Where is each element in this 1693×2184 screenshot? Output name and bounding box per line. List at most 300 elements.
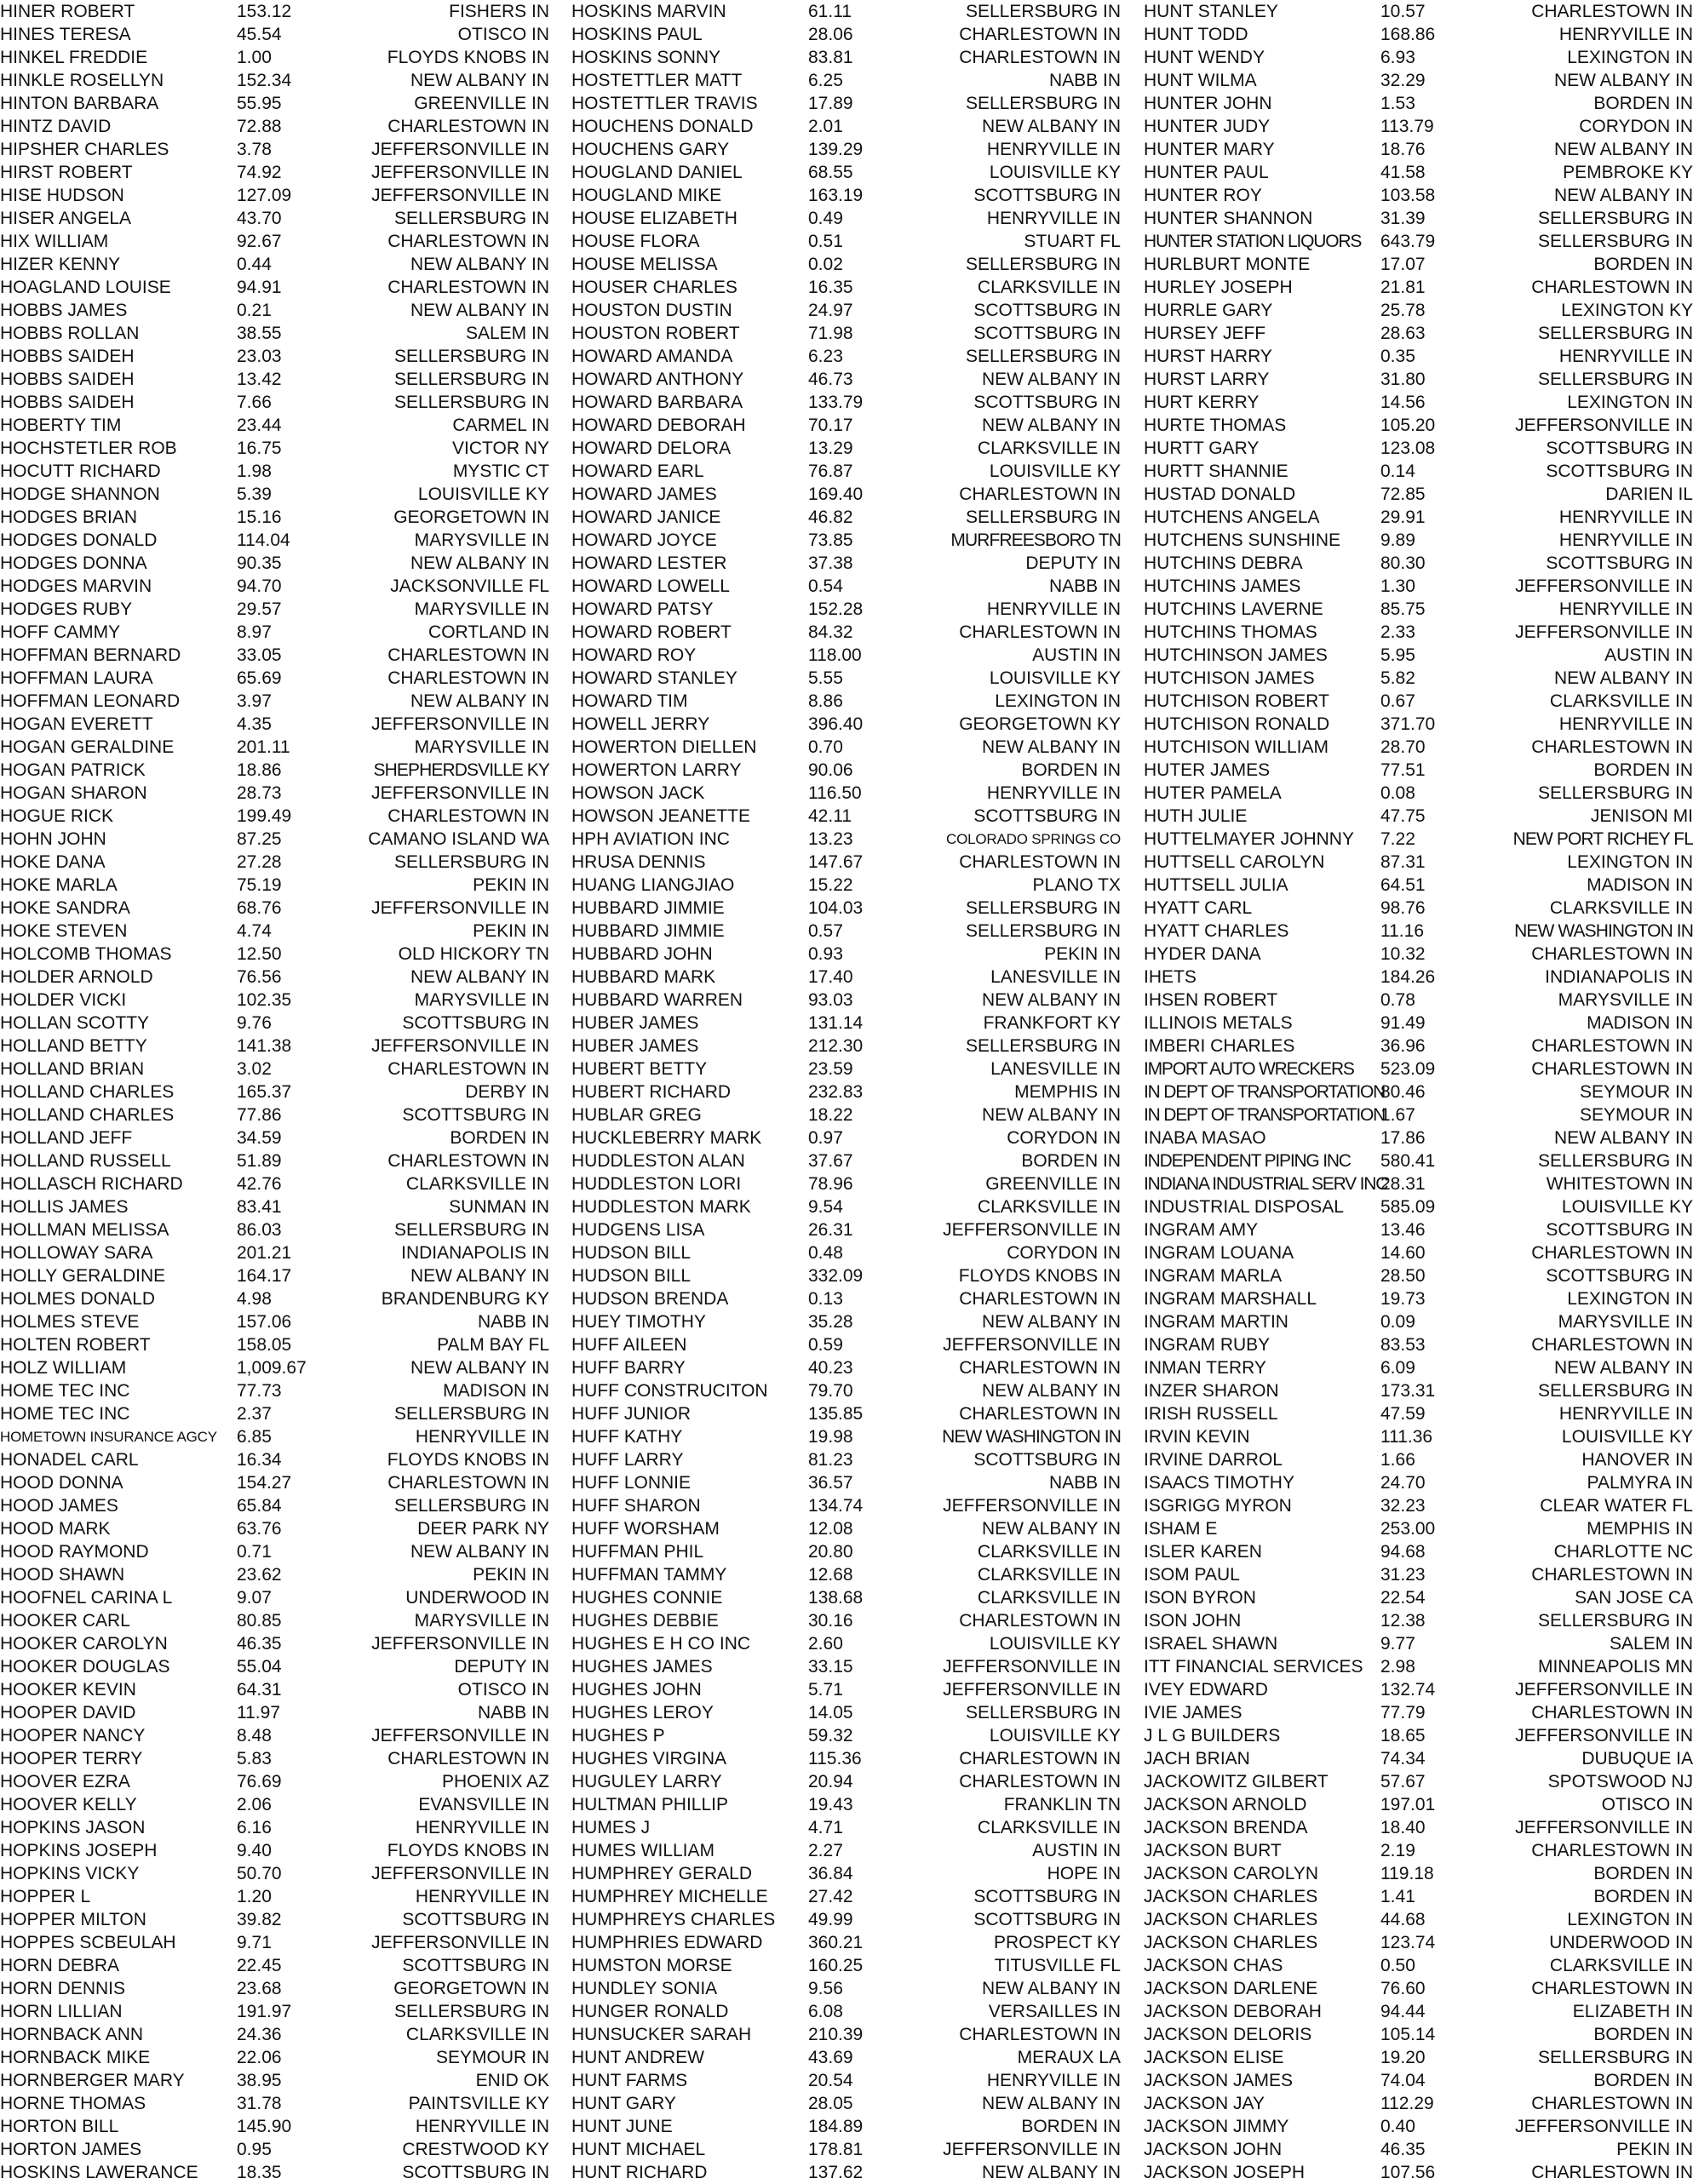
- payee-name: HUMPHRIES EDWARD: [571, 1933, 763, 1952]
- listing-row: [1144, 2092, 1693, 2115]
- amount: 7.22: [1380, 829, 1415, 849]
- payee-name: ISGRIGG MYRON: [1144, 1496, 1292, 1516]
- city-state: CLARKSVILLE IN: [1549, 691, 1693, 711]
- amount: 83.53: [1380, 1335, 1426, 1355]
- city-state: CHARLESTOWN IN: [959, 1358, 1121, 1378]
- amount: 25.78: [1380, 301, 1426, 320]
- city-state: SELLERSBURG IN: [1537, 1611, 1693, 1631]
- amount: 8.48: [237, 1726, 272, 1745]
- listing-row: [1144, 644, 1693, 667]
- city-state: SPOTSWOOD NJ: [1547, 1772, 1693, 1791]
- payee-name: HOBBS SAIDEH: [0, 347, 135, 366]
- listing-row: [1144, 1885, 1693, 1908]
- listing-row: [1144, 46, 1693, 69]
- city-state: NEW ALBANY IN: [982, 2163, 1121, 2182]
- city-state: HENRYVILLE IN: [986, 783, 1121, 803]
- payee-name: HUNT MICHAEL: [571, 2140, 706, 2159]
- payee-name: HOOPER NANCY: [0, 1726, 146, 1745]
- city-state: SEYMOUR IN: [1579, 1105, 1693, 1125]
- amount: 9.40: [237, 1841, 272, 1860]
- payee-name: HUNDLEY SONIA: [571, 1979, 718, 1998]
- listing-row: [1144, 736, 1693, 759]
- amount: 36.96: [1380, 1036, 1426, 1056]
- amount: 0.51: [808, 232, 843, 251]
- city-state: OTISCO IN: [457, 25, 549, 44]
- listing-row: [571, 2069, 1121, 2092]
- amount: 102.35: [237, 990, 292, 1010]
- listing-row: [1144, 1862, 1693, 1885]
- city-state: NEW ALBANY IN: [1554, 668, 1693, 688]
- amount: 91.49: [1380, 1013, 1426, 1033]
- city-state: JEFFERSONVILLE IN: [371, 898, 549, 918]
- payee-name: HOPKINS JASON: [0, 1818, 146, 1837]
- listing-row: [571, 1035, 1121, 1058]
- payee-name: HOWARD JAMES: [571, 484, 717, 504]
- payee-name: HUTCHINS JAMES: [1144, 576, 1301, 596]
- payee-name: HUMSTON MORSE: [571, 1956, 732, 1975]
- payee-name: HOWSON JEANETTE: [571, 806, 751, 826]
- amount: 197.01: [1380, 1795, 1436, 1814]
- listing-row: [571, 874, 1121, 897]
- listing-row: [1144, 1563, 1693, 1586]
- payee-name: HUFFMAN TAMMY: [571, 1565, 727, 1585]
- amount: 0.13: [808, 1289, 843, 1309]
- city-state: SCOTTSBURG IN: [402, 2163, 549, 2182]
- listing-row: [0, 276, 549, 299]
- listing-row: [0, 299, 549, 322]
- payee-name: HISER ANGELA: [0, 209, 132, 228]
- city-state: NEW ALBANY IN: [410, 301, 549, 320]
- listing-row: [571, 897, 1121, 920]
- payee-name: HOOKER CAROLYN: [0, 1634, 168, 1654]
- listing-row: [0, 2092, 549, 2115]
- city-state: CHARLESTOWN IN: [959, 1749, 1121, 1768]
- listing-row: [0, 1632, 549, 1655]
- payee-name: HUFF KATHY: [571, 1427, 683, 1447]
- payee-name: HOWARD EARL: [571, 461, 704, 481]
- city-state: NABB IN: [477, 1703, 549, 1723]
- amount: 103.58: [1380, 186, 1436, 205]
- amount: 132.74: [1380, 1680, 1436, 1700]
- amount: 12.50: [237, 944, 282, 964]
- amount: 9.77: [1380, 1634, 1415, 1654]
- listing-row: [0, 2000, 549, 2023]
- amount: 75.19: [237, 875, 282, 895]
- listing-row: [571, 1770, 1121, 1793]
- payee-name: HOLLASCH RICHARD: [0, 1174, 183, 1194]
- city-state: LEXINGTON IN: [1567, 48, 1693, 67]
- city-state: BORDEN IN: [1593, 2071, 1693, 2090]
- payee-name: HURT KERRY: [1144, 393, 1260, 412]
- amount: 6.16: [237, 1818, 272, 1837]
- payee-name: HURTT GARY: [1144, 439, 1260, 458]
- payee-name: HOLLOWAY SARA: [0, 1243, 153, 1263]
- payee-name: HYDER DANA: [1144, 944, 1261, 964]
- payee-name: HONADEL CARL: [0, 1450, 139, 1470]
- city-state: DERBY IN: [465, 1082, 549, 1102]
- listing-row: [0, 1540, 549, 1563]
- listing-row: [571, 1471, 1121, 1494]
- amount: 165.37: [237, 1082, 292, 1102]
- city-state: SCOTTSBURG IN: [1546, 553, 1693, 573]
- amount: 55.95: [237, 94, 282, 113]
- payee-name: HURSEY JEFF: [1144, 324, 1266, 343]
- listing-column-3: [1144, 0, 1693, 2180]
- payee-name: HUTTELMAYER JOHNNY: [1144, 829, 1354, 849]
- listing-row: [571, 759, 1121, 782]
- payee-name: HOUGLAND DANIEL: [571, 163, 743, 182]
- payee-name: HUTER PAMELA: [1144, 783, 1282, 803]
- amount: 2.98: [1380, 1657, 1415, 1677]
- listing-row: [1144, 138, 1693, 161]
- city-state: AUSTIN IN: [1032, 645, 1121, 665]
- listing-row: [0, 874, 549, 897]
- payee-name: HURLBURT MONTE: [1144, 255, 1311, 274]
- city-state: DEER PARK NY: [417, 1519, 549, 1539]
- amount: 0.40: [1380, 2117, 1415, 2136]
- listing-row: [1144, 276, 1693, 299]
- listing-row: [571, 460, 1121, 483]
- payee-name: HUNGER RONALD: [571, 2002, 729, 2021]
- listing-row: [0, 1609, 549, 1632]
- listing-row: [0, 1931, 549, 1954]
- amount: 46.35: [1380, 2140, 1426, 2159]
- amount: 0.50: [1380, 1956, 1415, 1975]
- city-state: SCOTTSBURG IN: [973, 301, 1121, 320]
- amount: 116.50: [808, 783, 862, 803]
- amount: 14.60: [1380, 1243, 1426, 1263]
- city-state: JEFFERSONVILLE IN: [371, 714, 549, 734]
- listing-row: [571, 1195, 1121, 1218]
- payee-name: HURRLE GARY: [1144, 301, 1273, 320]
- payee-name: ISRAEL SHAWN: [1144, 1634, 1278, 1654]
- city-state: SELLERSBURG IN: [965, 898, 1121, 918]
- listing-row: [571, 276, 1121, 299]
- city-state: SELLERSBURG IN: [965, 507, 1121, 527]
- city-state: PEKIN IN: [1616, 2140, 1693, 2159]
- listing-row: [0, 2115, 549, 2138]
- listing-row: [571, 92, 1121, 115]
- payee-name: IRISH RUSSELL: [1144, 1404, 1278, 1424]
- listing-row: [1144, 874, 1693, 897]
- city-state: MARYSVILLE IN: [414, 990, 549, 1010]
- city-state: CLARKSVILLE IN: [405, 2025, 549, 2044]
- payee-name: HUGHES VIRGINA: [571, 1749, 727, 1768]
- payee-name: HOBBS SAIDEH: [0, 370, 135, 389]
- city-state: DUBUQUE IA: [1581, 1749, 1693, 1768]
- amount: 585.09: [1380, 1197, 1436, 1217]
- amount: 152.34: [237, 71, 292, 90]
- payee-name: JACKSON DELORIS: [1144, 2025, 1312, 2044]
- payee-name: HOWARD ROY: [571, 645, 697, 665]
- city-state: NEW ALBANY IN: [1554, 71, 1693, 90]
- listing-row: [571, 23, 1121, 46]
- amount: 28.70: [1380, 737, 1426, 757]
- listing-row: [1144, 391, 1693, 414]
- payee-name: HUNTER JUDY: [1144, 117, 1271, 136]
- listing-row: [0, 1356, 549, 1379]
- city-state: NEW ALBANY IN: [982, 416, 1121, 435]
- city-state: PAINTSVILLE KY: [408, 2094, 549, 2113]
- listing-row: [1144, 1448, 1693, 1471]
- city-state: EVANSVILLE IN: [418, 1795, 549, 1814]
- listing-row: [1144, 368, 1693, 391]
- city-state: NEW ALBANY IN: [1554, 1358, 1693, 1378]
- payee-name: HURTT SHANNIE: [1144, 461, 1288, 481]
- payee-name: JACKSON BURT: [1144, 1841, 1282, 1860]
- listing-row: [1144, 598, 1693, 621]
- payee-name: JACKSON DARLENE: [1144, 1979, 1318, 1998]
- amount: 46.82: [808, 507, 853, 527]
- payee-name: HOWARD DEBORAH: [571, 416, 746, 435]
- payee-name: HOUGLAND MIKE: [571, 186, 722, 205]
- listing-row: [571, 437, 1121, 460]
- amount: 119.18: [1380, 1864, 1434, 1883]
- amount: 32.29: [1380, 71, 1426, 90]
- amount: 61.11: [808, 2, 852, 21]
- city-state: CHARLESTOWN IN: [959, 48, 1121, 67]
- listing-row: [1144, 1586, 1693, 1609]
- listing-row: [0, 1149, 549, 1172]
- listing-row: [0, 368, 549, 391]
- amount: 7.66: [237, 393, 272, 412]
- city-state: HENRYVILLE IN: [1558, 1404, 1693, 1424]
- city-state: NEW ALBANY IN: [982, 1312, 1121, 1332]
- amount: 123.74: [1380, 1933, 1436, 1952]
- payee-name: HUDGENS LISA: [571, 1220, 705, 1240]
- city-state: SCOTTSBURG IN: [402, 1013, 549, 1033]
- listing-row: [1144, 23, 1693, 46]
- city-state: FLOYDS KNOBS IN: [958, 1266, 1121, 1286]
- listing-row: [1144, 1035, 1693, 1058]
- city-state: CHARLESTOWN IN: [387, 232, 549, 251]
- payee-name: JACKSON ELISE: [1144, 2048, 1284, 2067]
- listing-row: [1144, 1264, 1693, 1287]
- listing-row: [0, 2023, 549, 2046]
- city-state: SCOTTSBURG IN: [1546, 1220, 1693, 1240]
- amount: 3.02: [237, 1059, 272, 1079]
- amount: 0.48: [808, 1243, 843, 1263]
- city-state: LEXINGTON IN: [1567, 1289, 1693, 1309]
- amount: 253.00: [1380, 1519, 1436, 1539]
- payee-name: HINTON BARBARA: [0, 94, 159, 113]
- city-state: PALM BAY FL: [437, 1335, 549, 1355]
- listing-row: [0, 644, 549, 667]
- amount: 212.30: [808, 1036, 864, 1056]
- city-state: VICTOR NY: [452, 439, 549, 458]
- amount: 23.62: [237, 1565, 282, 1585]
- amount: 39.82: [237, 1910, 282, 1929]
- city-state: BORDEN IN: [1593, 1887, 1693, 1906]
- amount: 23.59: [808, 1059, 853, 1079]
- amount: 22.54: [1380, 1588, 1426, 1608]
- listing-row: [1144, 713, 1693, 736]
- city-state: CHARLESTOWN IN: [1531, 1841, 1693, 1860]
- listing-row: [571, 1678, 1121, 1701]
- payee-name: HYATT CARL: [1144, 898, 1253, 918]
- listing-row: [0, 529, 549, 552]
- payee-name: HOWARD BARBARA: [571, 393, 743, 412]
- city-state: NEW ALBANY IN: [410, 71, 549, 90]
- payee-name: HOUSE FLORA: [571, 232, 700, 251]
- amount: 210.39: [808, 2025, 864, 2044]
- amount: 6.93: [1380, 48, 1415, 67]
- amount: 6.25: [808, 71, 843, 90]
- payee-name: HOLLIS JAMES: [0, 1197, 129, 1217]
- payee-name: HORN DEBRA: [0, 1956, 120, 1975]
- city-state: SELLERSBURG IN: [1537, 209, 1693, 228]
- city-state: WHITESTOWN IN: [1546, 1174, 1693, 1194]
- listing-row: [1144, 1310, 1693, 1333]
- city-state: INDIANAPOLIS IN: [401, 1243, 549, 1263]
- listing-row: [0, 138, 549, 161]
- listing-row: [571, 529, 1121, 552]
- city-state: CHARLESTOWN IN: [387, 668, 549, 688]
- amount: 36.84: [808, 1864, 853, 1883]
- amount: 5.71: [808, 1680, 843, 1700]
- payee-name: HUFF WORSHAM: [571, 1519, 720, 1539]
- city-state: HENRYVILLE IN: [415, 1427, 549, 1447]
- payee-name: HOSKINS MARVIN: [571, 2, 726, 21]
- city-state: NEW ALBANY IN: [410, 553, 549, 573]
- city-state: FRANKFORT KY: [983, 1013, 1121, 1033]
- amount: 46.35: [237, 1634, 282, 1654]
- payee-name: HUBLAR GREG: [571, 1105, 702, 1125]
- amount: 178.81: [808, 2140, 864, 2159]
- amount: 83.41: [237, 1197, 282, 1217]
- city-state: NEW ALBANY IN: [982, 1979, 1121, 1998]
- payee-name: HOLMES DONALD: [0, 1289, 156, 1309]
- listing-row: [0, 230, 549, 253]
- payee-name: HOWERTON LARRY: [571, 760, 742, 780]
- listing-row: [571, 1816, 1121, 1839]
- listing-row: [1144, 1724, 1693, 1747]
- city-state: LOUISVILLE KY: [989, 1634, 1121, 1654]
- amount: 18.22: [808, 1105, 853, 1125]
- amount: 105.20: [1380, 416, 1436, 435]
- amount: 14.56: [1380, 393, 1426, 412]
- city-state: NEW WASHINGTON IN: [1514, 921, 1693, 941]
- listing-row: [1144, 1471, 1693, 1494]
- city-state: CHARLESTOWN IN: [959, 1289, 1121, 1309]
- amount: 81.23: [808, 1450, 853, 1470]
- listing-row: [571, 1264, 1121, 1287]
- city-state: OTISCO IN: [1601, 1795, 1693, 1814]
- amount: 12.08: [808, 1519, 853, 1539]
- amount: 332.09: [808, 1266, 864, 1286]
- listing-row: [0, 1862, 549, 1885]
- listing-row: [571, 667, 1121, 690]
- listing-row: [571, 943, 1121, 966]
- payee-name: HUNTER JOHN: [1144, 94, 1272, 113]
- payee-name: HOGAN PATRICK: [0, 760, 146, 780]
- payee-name: HUNT STANLEY: [1144, 2, 1278, 21]
- amount: 28.31: [1380, 1174, 1426, 1194]
- city-state: HENRYVILLE IN: [415, 1887, 549, 1906]
- amount: 123.08: [1380, 439, 1436, 458]
- city-state: JEFFERSONVILLE IN: [943, 1220, 1121, 1240]
- listing-row: [0, 460, 549, 483]
- amount: 74.34: [1380, 1749, 1426, 1768]
- city-state: JEFFERSONVILLE IN: [943, 1496, 1121, 1516]
- amount: 4.74: [237, 921, 272, 941]
- listing-row: [0, 598, 549, 621]
- amount: 90.06: [808, 760, 853, 780]
- listing-row: [571, 1126, 1121, 1149]
- listing-row: [0, 943, 549, 966]
- city-state: CHARLESTOWN IN: [387, 1473, 549, 1493]
- amount: 83.81: [808, 48, 853, 67]
- city-state: GEORGETOWN KY: [959, 714, 1121, 734]
- payee-name: HOWARD ANTHONY: [571, 370, 744, 389]
- payee-name: HOOFNEL CARINA L: [0, 1588, 173, 1608]
- listing-row: [0, 1402, 549, 1425]
- payee-name: HUGHES LEROY: [571, 1703, 714, 1723]
- amount: 12.38: [1380, 1611, 1426, 1631]
- payee-name: JACKSON CHARLES: [1144, 1910, 1318, 1929]
- amount: 13.46: [1380, 1220, 1426, 1240]
- listing-row: [0, 713, 549, 736]
- listing-row: [1144, 1517, 1693, 1540]
- listing-row: [0, 161, 549, 184]
- payee-name: IVEY EDWARD: [1144, 1680, 1268, 1700]
- amount: 18.86: [237, 760, 282, 780]
- payee-name: HOGUE RICK: [0, 806, 114, 826]
- city-state: CHARLESTOWN IN: [1531, 1565, 1693, 1585]
- listing-row: [1144, 966, 1693, 989]
- listing-row: [1144, 1816, 1693, 1839]
- amount: 523.09: [1380, 1059, 1436, 1079]
- listing-row: [571, 2138, 1121, 2161]
- payee-name: HURTE THOMAS: [1144, 416, 1287, 435]
- city-state: CLARKSVILLE IN: [977, 1818, 1121, 1837]
- amount: 360.21: [808, 1933, 864, 1952]
- amount: 90.35: [237, 553, 282, 573]
- amount: 9.56: [808, 1979, 843, 1998]
- amount: 5.82: [1380, 668, 1415, 688]
- city-state: JEFFERSONVILLE IN: [943, 1335, 1121, 1355]
- listing-row: [1144, 1172, 1693, 1195]
- payee-name: HOSKINS LAWERANCE: [0, 2163, 198, 2182]
- city-state: CHARLESTOWN IN: [1531, 2094, 1693, 2113]
- city-state: CLARKSVILLE IN: [405, 1174, 549, 1194]
- city-state: SELLERSBURG IN: [1537, 1381, 1693, 1401]
- listing-row: [571, 506, 1121, 529]
- city-state: CLARKSVILLE IN: [977, 1588, 1121, 1608]
- listing-row: [0, 506, 549, 529]
- listing-row: [0, 345, 549, 368]
- amount: 115.36: [808, 1749, 862, 1768]
- amount: 6.23: [808, 347, 843, 366]
- listing-row: [571, 1701, 1121, 1724]
- listing-row: [1144, 115, 1693, 138]
- amount: 76.87: [808, 461, 853, 481]
- payee-name: HORTON BILL: [0, 2117, 119, 2136]
- listing-row: [571, 1287, 1121, 1310]
- amount: 38.55: [237, 324, 282, 343]
- payee-name: HOLCOMB THOMAS: [0, 944, 172, 964]
- payee-name: HUNT JUNE: [571, 2117, 673, 2136]
- amount: 2.27: [808, 1841, 843, 1860]
- amount: 31.39: [1380, 209, 1426, 228]
- amount: 643.79: [1380, 232, 1436, 251]
- listing-row: [1144, 69, 1693, 92]
- listing-row: [0, 46, 549, 69]
- city-state: SELLERSBURG IN: [393, 393, 549, 412]
- payee-name: HUTCHINS THOMAS: [1144, 622, 1317, 642]
- city-state: GREENVILLE IN: [985, 1174, 1121, 1194]
- payee-name: JACKSON ARNOLD: [1144, 1795, 1307, 1814]
